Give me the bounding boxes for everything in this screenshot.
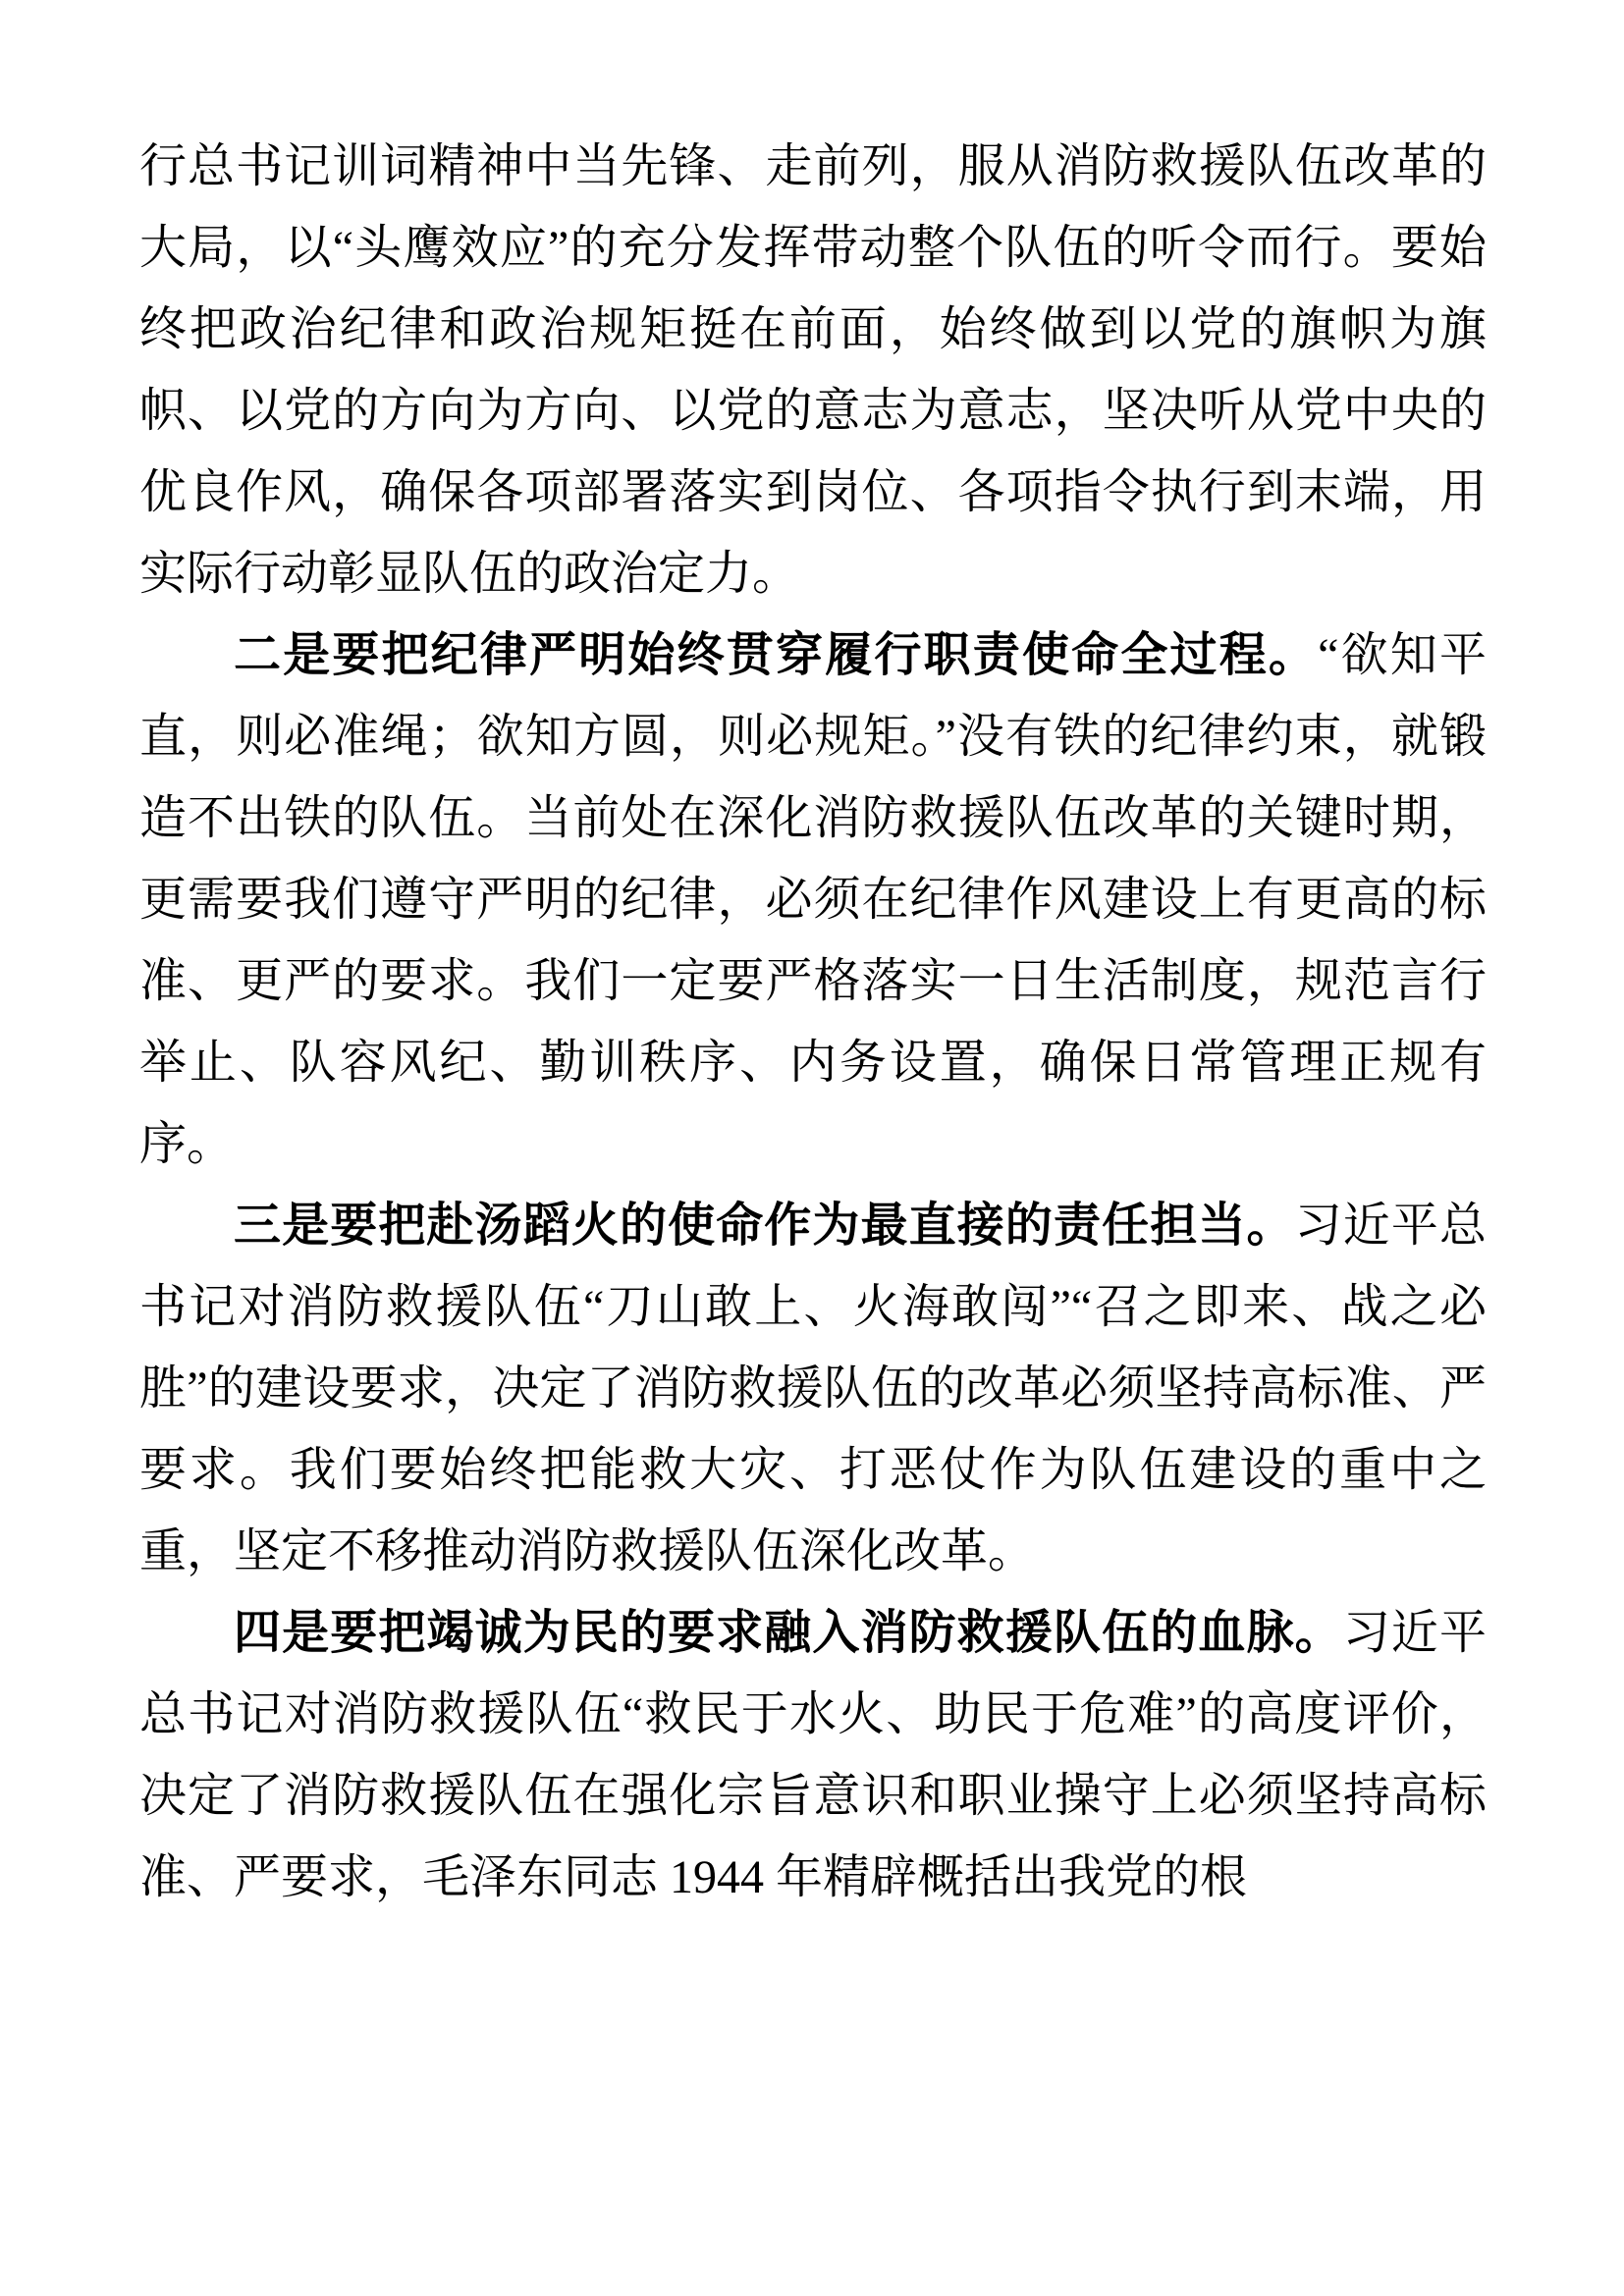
paragraph-lead: 四是要把竭诚为民的要求融入消防救援队伍的血脉。 bbox=[234, 1607, 1343, 1659]
paragraph-point-three bbox=[139, 1185, 1487, 1592]
paragraph-text: 习近平总书记对消防救援队伍“刀山敢上、火海敢闯”“召之即来、战之必胜”的建设要求，决定了消防救援队伍的改革必须坚持高标准、严要求。我们要始终把能救大灾、打恶仗作为队伍建设的重中之重，坚定不移推动消防救援队伍深化改革。 bbox=[139, 1200, 1487, 1577]
paragraph-point-two bbox=[139, 614, 1487, 1185]
paragraph-text: 习近平总书记对消防救援队伍“救民于水火、助民于危难”的高度评价，决定了消防救援队伍在强化宗旨意识和职业操守上必须坚持高标准、严要求，毛泽东同志 1944 年精辟概括出我党的根 bbox=[139, 1607, 1487, 1903]
paragraph-lead: 三是要把赴汤蹈火的使命作为最直接的责任担当。 bbox=[234, 1200, 1295, 1252]
paragraph-continuation bbox=[139, 126, 1487, 614]
paragraph-text: 行总书记训词精神中当先锋、走前列，服从消防救援队伍改革的大局，以“头鹰效应”的充分发挥带动整个队伍的听令而行。要始终把政治纪律和政治规矩挺在前面，始终做到以党的旗帜为旗帜、以党的方向为方向、以党的意志为意志，坚决听从党中央的优良作风，确保各项部署落实到岗位、各项指令执行到末端，用实际行动彰显队伍的政治定力。 bbox=[139, 140, 1487, 600]
paragraph-text: “欲知平直，则必准绳；欲知方圆，则必规矩。”没有铁的纪律约束，就锻造不出铁的队伍。当前处在深化消防救援队伍改革的关键时期，更需要我们遵守严明的纪律，必须在纪律作风建设上有更高的标准、更严的要求。我们一定要严格落实一日生活制度，规范言行举止、队容风纪、勤训秩序、内务设置，确保日常管理正规有序。 bbox=[139, 629, 1487, 1170]
paragraph-lead: 二是要把纪律严明始终贯穿履行职责使命全过程。 bbox=[234, 629, 1319, 681]
paragraph-point-four bbox=[139, 1592, 1487, 1918]
